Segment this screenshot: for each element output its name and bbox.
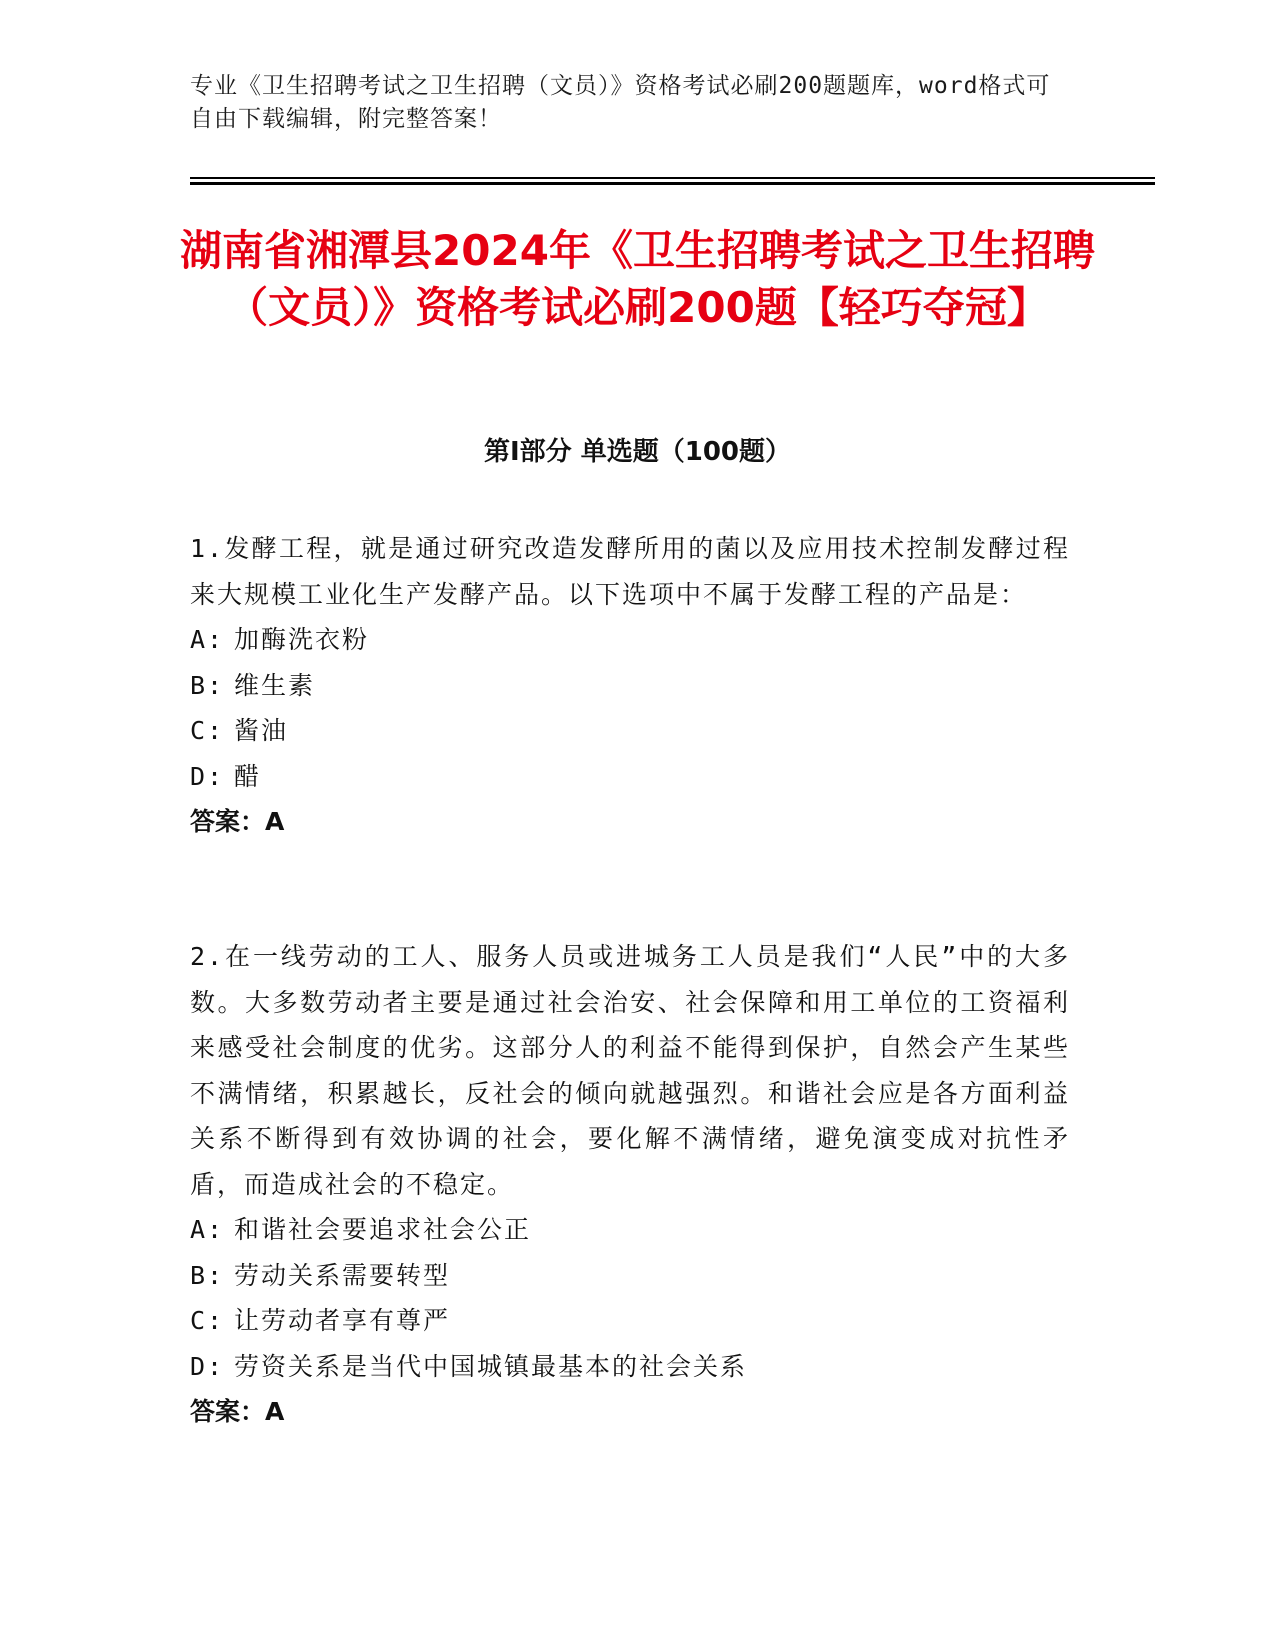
- option-letter: A:: [190, 625, 225, 654]
- option-letter: B:: [190, 670, 225, 700]
- option-d: [190, 1344, 1070, 1390]
- option-text: 维生素: [234, 670, 316, 700]
- option-text: 劳动关系需要转型: [234, 1260, 451, 1290]
- option-a: [190, 1207, 1070, 1253]
- header-divider-thick: [190, 182, 1155, 185]
- option-text: 让劳动者享有尊严: [234, 1306, 451, 1335]
- header-note: 专业《卫生招聘考试之卫生招聘（文员）》资格考试必刷200题题库，word格式可自由下载编辑，附完整答案！: [190, 73, 1051, 132]
- option-letter: B:: [190, 1260, 225, 1290]
- question-1: [190, 526, 1070, 845]
- section-heading: 第I部分 单选题（100题）: [484, 437, 791, 467]
- option-text: 醋: [234, 761, 262, 791]
- option-letter: D:: [190, 1351, 225, 1381]
- header-divider-thin: [190, 177, 1155, 179]
- option-text: 酱油: [234, 716, 289, 745]
- option-text: 加酶洗衣粉: [234, 625, 370, 654]
- option-letter: A:: [190, 1215, 225, 1244]
- answer-line: 答案：A: [190, 1397, 285, 1426]
- question-stem: 2.在一线劳动的工人、服务人员或进城务工人员是我们“人民”中的大多数。大多数劳动者主要是通过社会治安、社会保障和用工单位的工资福利来感受社会制度的优劣。这部分人的利益不能得到保护，自然会产生某些不满情绪，积累越长，反社会的倾向就越强烈。和谐社会应是各方面利益关系不断得到有效协调的社会，要化解不满情绪，避免演变成对抗性矛盾，而造成社会的不稳定。: [190, 942, 1070, 1199]
- option-letter: C:: [190, 1306, 225, 1335]
- answer-line: 答案：A: [190, 807, 285, 836]
- option-d: [190, 754, 1070, 800]
- option-c: [190, 1298, 1070, 1344]
- option-letter: C:: [190, 716, 225, 745]
- question-2: [190, 934, 1070, 1435]
- option-text: 劳资关系是当代中国城镇最基本的社会关系: [234, 1351, 748, 1381]
- option-letter: D:: [190, 761, 225, 791]
- option-text: 和谐社会要追求社会公正: [234, 1215, 532, 1244]
- document-title: 湖南省湘潭县2024年《卫生招聘考试之卫生招聘（文员）》资格考试必刷200题【轻巧夺冠】: [180, 226, 1095, 332]
- option-b: [190, 1253, 1070, 1299]
- option-c: [190, 708, 1070, 754]
- question-stem: 1.发酵工程，就是通过研究改造发酵所用的菌以及应用技术控制发酵过程来大规模工业化生产发酵产品。以下选项中不属于发酵工程的产品是：: [190, 534, 1070, 609]
- option-a: [190, 617, 1070, 663]
- option-b: [190, 663, 1070, 709]
